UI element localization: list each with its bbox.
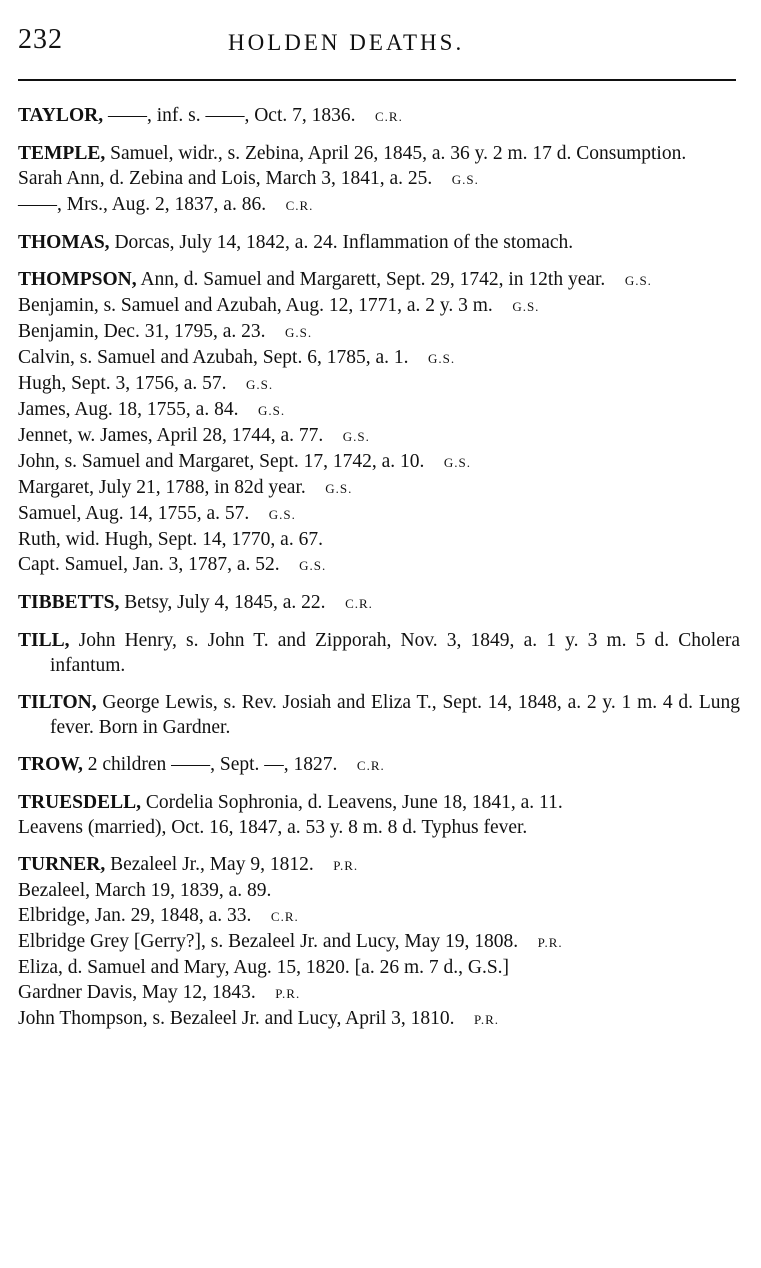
death-entry: [18, 371, 740, 397]
surname: THOMPSON,: [18, 269, 137, 290]
source-citation: G.S.: [624, 273, 652, 288]
entry-text: ——, inf. s. ——, Oct. 7, 1836.: [103, 105, 356, 126]
entry-text: Bezaleel, March 19, 1839, a. 89.: [18, 880, 272, 901]
entry-text: Jennet, w. James, April 28, 1744, a. 77.: [18, 425, 324, 446]
entry-text: Cordelia Sophronia, d. Leavens, June 18, 1841, a. 11.: [141, 792, 563, 813]
surname-group: [18, 230, 740, 255]
header-rule: [18, 79, 736, 81]
entry-text: ——, Mrs., Aug. 2, 1837, a. 86.: [18, 194, 267, 215]
source-citation: P.R.: [474, 1012, 500, 1027]
death-entry: [18, 141, 740, 166]
source-citation: G.S.: [246, 377, 274, 392]
death-entry: [18, 815, 740, 840]
entry-text: Benjamin, s. Samuel and Azubah, Aug. 12, 1771, a. 2 y. 3 m.: [18, 295, 493, 316]
source-citation: P.R.: [275, 986, 301, 1001]
death-entry: [18, 929, 740, 955]
source-citation: G.S.: [325, 481, 353, 496]
running-title: HOLDEN DEATHS.: [228, 30, 465, 55]
source-citation: G.S.: [451, 172, 479, 187]
death-entry: [18, 852, 740, 878]
source-citation: G.S.: [428, 351, 456, 366]
source-citation: G.S.: [512, 299, 540, 314]
entry-text: Capt. Samuel, Jan. 3, 1787, a. 52.: [18, 554, 280, 575]
surname: TAYLOR,: [18, 105, 104, 126]
page-number: 232: [18, 24, 63, 55]
entry-text: Leavens (married), Oct. 16, 1847, a. 53 y. 8 m. 8 d. Typhus fever.: [18, 817, 528, 838]
entry-text: Betsy, July 4, 1845, a. 22.: [119, 592, 326, 613]
source-citation: G.S.: [299, 558, 327, 573]
death-entry: [18, 501, 740, 527]
death-entry: [18, 397, 740, 423]
source-citation: P.R.: [537, 935, 563, 950]
source-citation: G.S.: [443, 455, 472, 470]
death-entry: [18, 230, 740, 255]
death-entry: [18, 590, 740, 616]
death-entry: [18, 878, 740, 903]
entry-text: Samuel, Aug. 14, 1755, a. 57.: [18, 503, 250, 524]
entry-text: Ruth, wid. Hugh, Sept. 14, 1770, a. 67.: [18, 529, 323, 550]
entry-text: John Thompson, s. Bezaleel Jr. and Lucy, April 3, 1810.: [18, 1008, 455, 1029]
entry-text: Elbridge, Jan. 29, 1848, a. 33.: [18, 905, 252, 926]
surname: TILL,: [18, 630, 70, 651]
entry-text: Samuel, widr., s. Zebina, April 26, 1845, a. 36 y. 2 m. 17 d. Consumption.: [105, 143, 687, 164]
death-entry: [18, 1006, 740, 1032]
entry-text: Bezaleel Jr., May 9, 1812.: [105, 854, 314, 875]
source-citation: P.R.: [333, 858, 359, 873]
entry-text: James, Aug. 18, 1755, a. 84.: [18, 399, 239, 420]
death-entry: [18, 690, 740, 740]
source-citation: C.R.: [270, 909, 299, 924]
death-entry: [18, 527, 740, 552]
entry-text: Calvin, s. Samuel and Azubah, Sept. 6, 1785, a. 1.: [18, 347, 409, 368]
entry-text: John, s. Samuel and Margaret, Sept. 17, 1742, a. 10.: [18, 451, 425, 472]
death-entry: [18, 345, 740, 371]
surname-group: [18, 790, 740, 840]
surname: TIBBETTS,: [18, 592, 120, 613]
death-entry: [18, 423, 740, 449]
death-entry: [18, 293, 740, 319]
death-entry: [18, 955, 740, 980]
entry-text: Eliza, d. Samuel and Mary, Aug. 15, 1820. [a. 26 m. 7 d., G.S.]: [18, 957, 510, 978]
death-entry: [18, 980, 740, 1006]
entry-text: Sarah Ann, d. Zebina and Lois, March 3, 1841, a. 25.: [18, 168, 433, 189]
entry-text: Hugh, Sept. 3, 1756, a. 57.: [18, 373, 227, 394]
entry-text: Ann, d. Samuel and Margarett, Sept. 29, 1742, in 12th year.: [136, 269, 606, 290]
surname-group: [18, 103, 740, 129]
surname: TROW,: [18, 754, 83, 775]
source-citation: C.R.: [345, 596, 373, 611]
surname-group: [18, 267, 740, 578]
surname-group: [18, 852, 740, 1032]
death-records: [18, 103, 740, 1044]
surname: THOMAS,: [18, 232, 110, 253]
death-entry: [18, 903, 740, 929]
death-entry: [18, 628, 740, 678]
death-entry: [18, 267, 740, 293]
entry-text: George Lewis, s. Rev. Josiah and Eliza T., Sept. 14, 1848, a. 2 y. 1 m. 4 d. Lung fever. Born in Gardner.: [50, 692, 740, 738]
entry-text: 2 children ——, Sept. —, 1827.: [82, 754, 338, 775]
surname-group: [18, 590, 740, 616]
source-citation: G.S.: [268, 507, 296, 522]
surname: TILTON,: [18, 692, 97, 713]
surname-group: [18, 752, 740, 778]
death-entry: [18, 790, 740, 815]
source-citation: C.R.: [374, 109, 403, 124]
surname-group: [18, 628, 740, 678]
source-citation: G.S.: [342, 429, 370, 444]
surname: TURNER,: [18, 854, 106, 875]
death-entry: [18, 103, 740, 129]
source-citation: C.R.: [285, 198, 314, 213]
source-citation: G.S.: [257, 403, 286, 418]
death-entry: [18, 475, 740, 501]
death-entry: [18, 449, 740, 475]
surname-group: [18, 141, 740, 218]
entry-text: Margaret, July 21, 1788, in 82d year.: [18, 477, 306, 498]
entry-text: John Henry, s. John T. and Zipporah, Nov. 3, 1849, a. 1 y. 3 m. 5 d. Cholera infantum.: [50, 630, 740, 676]
source-citation: C.R.: [356, 758, 385, 773]
death-entry: [18, 552, 740, 578]
entry-text: Benjamin, Dec. 31, 1795, a. 23.: [18, 321, 266, 342]
source-citation: G.S.: [285, 325, 313, 340]
surname: TRUESDELL,: [18, 792, 141, 813]
death-entry: [18, 166, 740, 192]
entry-text: Gardner Davis, May 12, 1843.: [18, 982, 256, 1003]
death-entry: [18, 319, 740, 345]
surname-group: [18, 690, 740, 740]
death-entry: [18, 752, 740, 778]
death-entry: [18, 192, 740, 218]
entry-text: Dorcas, July 14, 1842, a. 24. Inflammation of the stomach.: [109, 232, 574, 253]
entry-text: Elbridge Grey [Gerry?], s. Bezaleel Jr. and Lucy, May 19, 1808.: [18, 931, 519, 952]
surname: TEMPLE,: [18, 143, 106, 164]
